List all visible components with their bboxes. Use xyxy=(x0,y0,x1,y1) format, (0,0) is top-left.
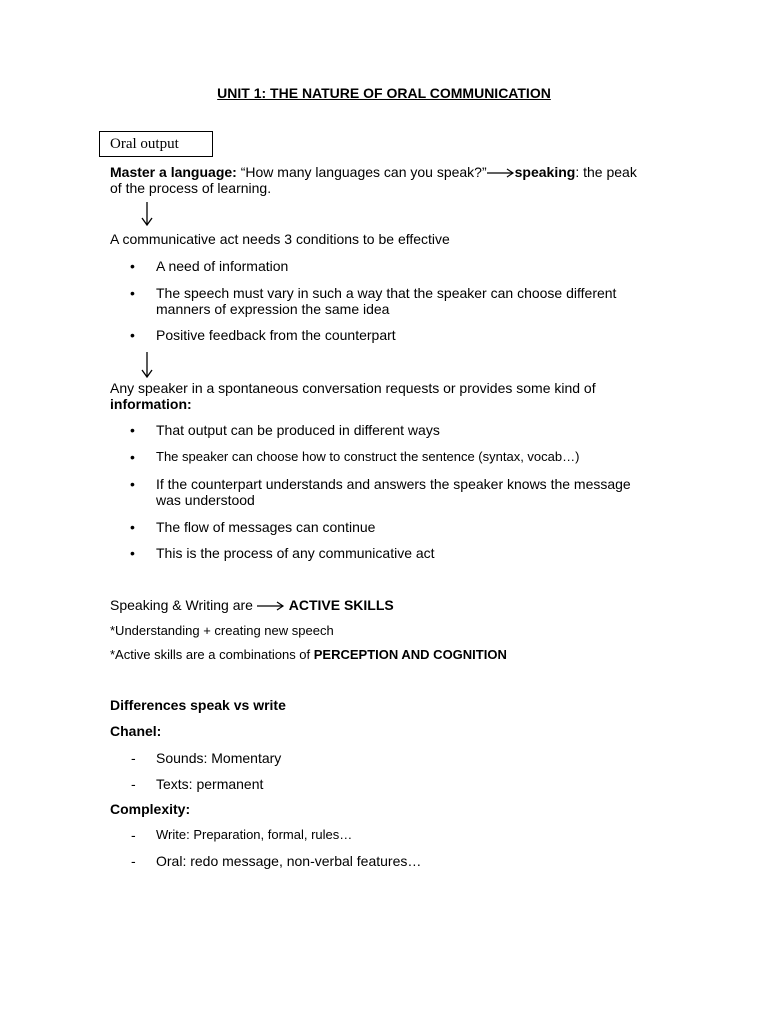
master-rest: : the peak xyxy=(575,164,637,180)
skills-note-2-lead: *Active skills are a combinations of xyxy=(110,647,314,662)
chanel-item: Sounds: Momentary xyxy=(156,750,282,766)
speaker-point: If the counterpart understands and answers the speaker knows the message xyxy=(156,476,631,492)
speaker-intro-bold: information: xyxy=(110,396,192,412)
bullet-icon: • xyxy=(130,285,135,301)
master-language-line xyxy=(110,164,637,180)
master-label: Master a language: xyxy=(110,164,237,180)
complexity-heading: Complexity: xyxy=(110,801,191,817)
dash-marker: - xyxy=(131,853,136,869)
dash-marker: - xyxy=(131,827,136,843)
speaker-point: This is the process of any communicative act xyxy=(156,545,435,561)
speaker-point: That output can be produced in different ways xyxy=(156,422,440,438)
complexity-item: Write: Preparation, formal, rules… xyxy=(156,827,353,842)
master-quote: “How many languages can you speak?” xyxy=(236,164,487,180)
bullet-icon: • xyxy=(130,519,135,535)
bullet-icon: • xyxy=(130,476,135,492)
condition-item: A need of information xyxy=(156,258,289,274)
condition-item: Positive feedback from the counterpart xyxy=(156,327,396,343)
bullet-icon: • xyxy=(130,422,135,438)
bullet-icon: • xyxy=(130,449,135,465)
speaker-point: The flow of messages can continue xyxy=(156,519,376,535)
speaker-intro: Any speaker in a spontaneous conversation requests or provides some kind of xyxy=(110,380,596,396)
skills-note-1: *Understanding + creating new speech xyxy=(110,623,334,638)
oral-output-heading: Oral output xyxy=(99,131,213,157)
skills-lead: Speaking & Writing are xyxy=(110,597,253,613)
bullet-icon: • xyxy=(130,327,135,343)
active-skills-line xyxy=(110,597,394,613)
down-arrow-icon xyxy=(139,351,155,379)
dash-marker: - xyxy=(131,776,136,792)
conditions-intro: A communicative act needs 3 conditions to be effective xyxy=(110,231,450,247)
right-arrow-icon xyxy=(487,168,515,178)
bullet-icon: • xyxy=(130,545,135,561)
bullet-icon: • xyxy=(130,258,135,274)
down-arrow-icon xyxy=(139,201,155,227)
skills-note-2-bold: PERCEPTION AND COGNITION xyxy=(313,647,507,662)
complexity-item: Oral: redo message, non-verbal features… xyxy=(156,853,422,869)
chanel-heading: Chanel: xyxy=(110,723,162,739)
active-skills-term: ACTIVE SKILLS xyxy=(288,597,394,613)
page-title: UNIT 1: THE NATURE OF ORAL COMMUNICATION xyxy=(217,85,551,101)
chanel-item: Texts: permanent xyxy=(156,776,264,792)
right-arrow-icon xyxy=(257,601,285,611)
dash-marker: - xyxy=(131,750,136,766)
speaker-point-cont: was understood xyxy=(156,492,255,508)
condition-item-cont: manners of expression the same idea xyxy=(156,301,390,317)
differences-heading: Differences speak vs write xyxy=(110,697,286,713)
speaking-term: speaking xyxy=(514,164,576,180)
skills-note-2 xyxy=(110,647,507,663)
master-line-2: of the process of learning. xyxy=(110,180,272,196)
speaker-point: The speaker can choose how to construct the sentence (syntax, vocab…) xyxy=(156,449,580,464)
condition-item: The speech must vary in such a way that the speaker can choose different xyxy=(156,285,617,301)
